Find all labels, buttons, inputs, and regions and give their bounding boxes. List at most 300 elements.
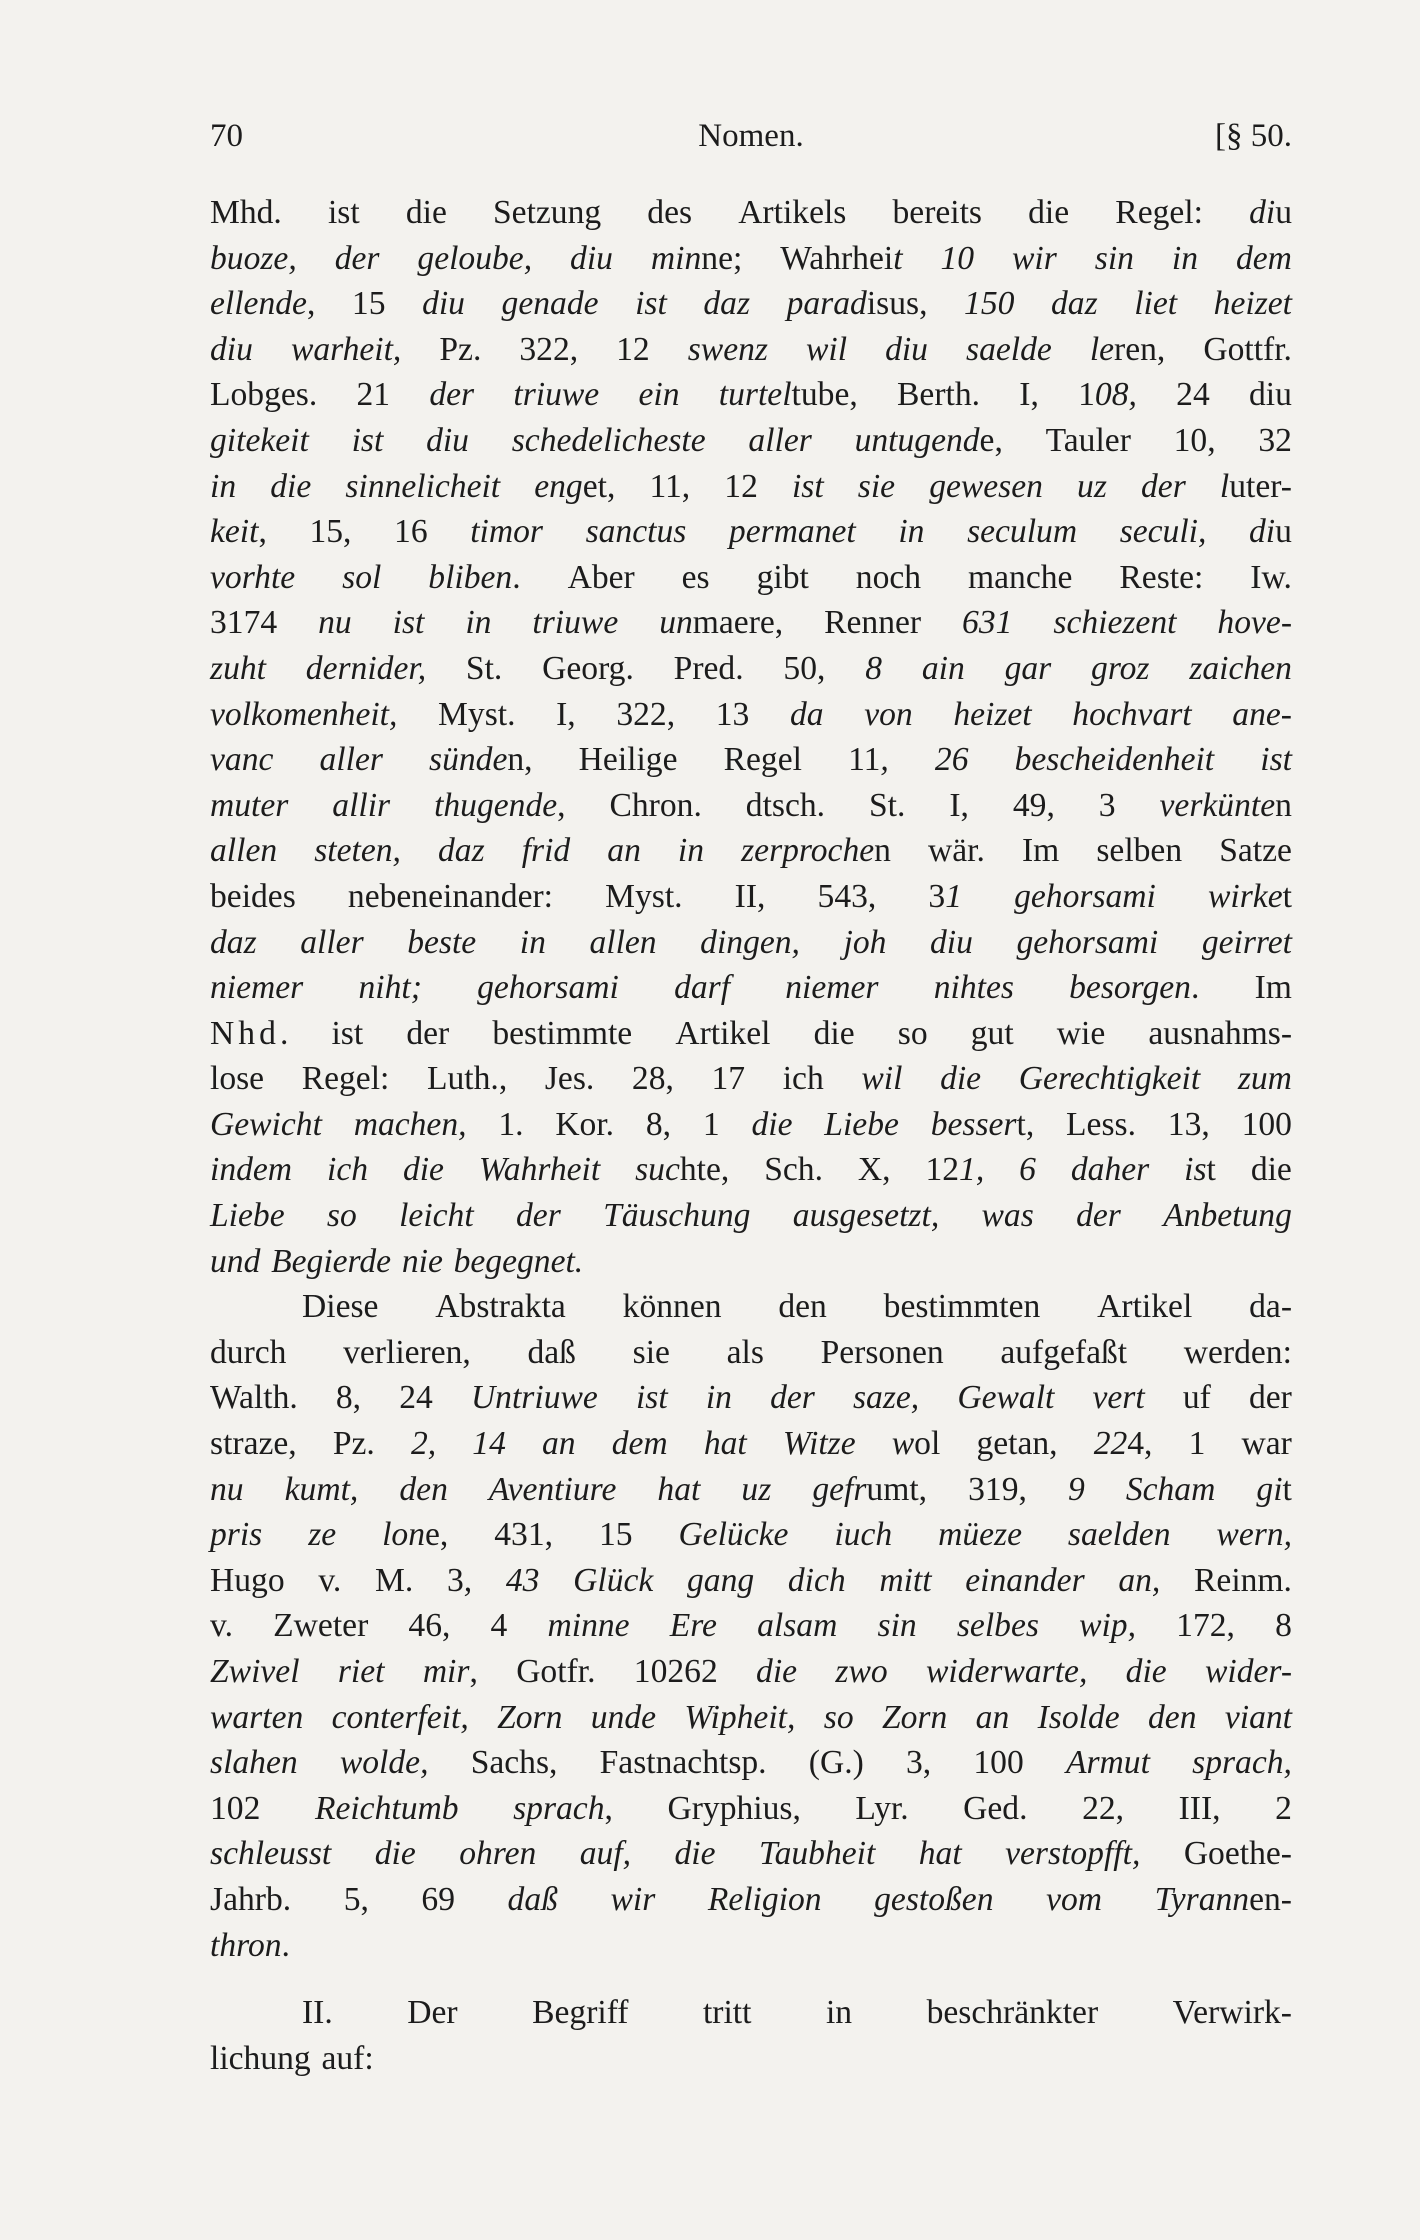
word: 46, <box>408 1607 451 1645</box>
word: 3 <box>1098 786 1116 824</box>
text-line <box>210 418 1292 464</box>
word: Myst. <box>438 695 516 733</box>
word: II, <box>734 877 766 915</box>
word: ist <box>791 467 824 505</box>
word: diu <box>1249 513 1292 551</box>
word: so <box>897 1014 928 1052</box>
word: sie <box>632 1333 670 1371</box>
word: in <box>1171 239 1199 277</box>
word: 3174 <box>210 604 278 642</box>
word: wil <box>861 1060 903 1098</box>
word: daz <box>210 923 257 961</box>
word: leren, <box>1089 330 1166 368</box>
word: II. <box>302 1994 333 2032</box>
word: auf, <box>579 1835 632 1873</box>
word: 8, <box>335 1379 362 1417</box>
word: sin <box>1094 239 1134 277</box>
word: diu <box>570 239 613 277</box>
word: 631 <box>962 604 1013 642</box>
word: Pz. <box>439 330 482 368</box>
word: zerprochen <box>741 832 891 870</box>
text-line <box>210 1740 1292 1786</box>
word: uz <box>1077 467 1107 505</box>
word: vanc <box>210 741 274 779</box>
word: ich <box>326 1151 369 1189</box>
word: III, <box>1178 1789 1221 1827</box>
text-line <box>210 555 1292 601</box>
word: 10, <box>1173 421 1216 459</box>
word: so <box>823 1698 854 1736</box>
word: dich <box>787 1561 846 1599</box>
word: 69 <box>421 1880 455 1918</box>
word: daß <box>507 1880 558 1918</box>
word: niemer <box>785 969 879 1007</box>
text-line <box>210 1512 1292 1558</box>
word: 543, <box>817 877 877 915</box>
word: hat <box>657 1470 701 1508</box>
text-line <box>210 1193 1292 1239</box>
word: die <box>813 1014 855 1052</box>
word: riet <box>337 1653 385 1690</box>
word: beschränkter <box>926 1994 1099 2032</box>
word: die <box>756 1653 798 1690</box>
word: Religion <box>707 1880 822 1918</box>
word: leicht <box>399 1197 474 1235</box>
word: ein <box>638 376 680 414</box>
word: Liebe <box>824 1105 899 1143</box>
word: 8 <box>1275 1607 1292 1645</box>
word: Reste: <box>1119 558 1204 596</box>
word: der <box>1076 1197 1121 1235</box>
word: die <box>940 1060 982 1098</box>
word: sol <box>342 558 382 596</box>
word: untugende, <box>854 421 1003 459</box>
word: nie <box>401 1242 443 1280</box>
text-line <box>210 1147 1292 1193</box>
word: sanctus <box>585 513 687 551</box>
word: conterfeit, <box>331 1698 469 1736</box>
word: tritt <box>702 1994 752 2032</box>
word: St. <box>869 786 906 824</box>
word: iuch <box>834 1516 893 1554</box>
text-line <box>210 372 1292 418</box>
word: ze <box>308 1516 337 1554</box>
word: thugende, <box>434 786 566 824</box>
word: Glück <box>573 1561 654 1599</box>
word: der <box>770 1379 815 1417</box>
word: indem <box>210 1151 293 1189</box>
word: 13, <box>1167 1105 1210 1143</box>
word: v. <box>318 1561 342 1599</box>
word: Ged. <box>963 1789 1028 1827</box>
word: 11, <box>649 467 691 505</box>
word: enget, <box>534 467 616 505</box>
word: joh <box>843 923 887 961</box>
word: Isolde <box>1037 1698 1120 1736</box>
word: Pred. <box>673 649 744 687</box>
word: sprach, <box>513 1789 613 1827</box>
word: 6 <box>1019 1151 1036 1189</box>
word: heizet <box>953 695 1032 733</box>
word: daz <box>703 285 751 323</box>
word: ich <box>782 1060 824 1098</box>
word: Kor. <box>555 1105 615 1143</box>
text-line <box>210 464 1292 510</box>
word: Witze <box>782 1425 856 1463</box>
word: diu <box>930 923 973 961</box>
word: daz <box>1050 285 1098 323</box>
word: 121, <box>925 1151 985 1189</box>
word: suchte, <box>635 1151 730 1189</box>
word: gitekeit <box>210 421 309 459</box>
word: 43 <box>505 1561 540 1599</box>
word: uz <box>741 1470 772 1508</box>
word: Tyrannen- <box>1154 1880 1292 1918</box>
word: ist <box>1260 741 1292 779</box>
word: M. <box>375 1561 414 1599</box>
word: sin <box>877 1607 917 1645</box>
word: nu <box>318 604 352 642</box>
word: Iw. <box>1250 558 1292 596</box>
word: groz <box>1091 649 1150 687</box>
word: paradisus, <box>786 285 928 323</box>
word: aller <box>300 923 364 961</box>
word: Sch. <box>764 1151 823 1189</box>
word: vom <box>1046 1880 1103 1918</box>
text-line <box>210 1102 1292 1148</box>
word: Goethe- <box>1183 1835 1292 1873</box>
word: vorhte <box>210 558 296 596</box>
word: Gottfr. <box>1203 330 1292 368</box>
word: 3, <box>446 1561 473 1599</box>
word: in <box>210 467 237 505</box>
word: daher <box>1070 1151 1150 1189</box>
word: daz <box>437 832 485 870</box>
word: aufgefaßt <box>1000 1333 1128 1371</box>
word: dernider, <box>305 649 427 687</box>
word: 12 <box>724 467 758 505</box>
word: hove- <box>1217 604 1292 642</box>
text-line <box>210 692 1292 738</box>
text-line <box>210 236 1292 282</box>
word: Abstrakta <box>435 1288 566 1326</box>
word: hat <box>918 1835 962 1873</box>
word: Lyr. <box>855 1789 909 1827</box>
word: gefrumt, <box>812 1470 928 1508</box>
word: Jahrb. <box>210 1880 292 1918</box>
word: sie <box>857 467 896 505</box>
word: 224, <box>1093 1425 1153 1463</box>
word: schedelicheste <box>511 421 706 459</box>
text-line <box>210 1375 1292 1421</box>
word: triuwe <box>513 376 600 414</box>
word: Im <box>1021 832 1060 870</box>
running-header <box>210 118 1292 164</box>
word: straze, <box>210 1425 297 1463</box>
word: diu <box>210 330 253 368</box>
body-text <box>210 190 1292 2081</box>
word: bliben. <box>428 558 521 596</box>
word: genade <box>501 285 599 323</box>
word: Täuschung <box>603 1197 751 1235</box>
word: permanet <box>728 513 856 551</box>
word: ausnahms- <box>1148 1014 1292 1052</box>
text-line <box>210 509 1292 555</box>
word: Untriuwe <box>470 1379 598 1417</box>
word: triuwe <box>532 604 619 642</box>
word: 50, <box>783 649 826 687</box>
word: 102 <box>210 1789 261 1827</box>
text-line <box>210 1990 1292 2036</box>
text-line <box>210 1284 1292 1330</box>
word: 100 <box>973 1744 1024 1782</box>
word: gang <box>687 1561 755 1599</box>
word: 17 <box>711 1060 746 1098</box>
word: 8, <box>645 1105 672 1143</box>
word: 10 <box>940 239 975 277</box>
word: gut <box>970 1014 1014 1052</box>
word: in <box>519 923 546 961</box>
word: 24 <box>1176 376 1210 414</box>
word: lone, <box>382 1516 449 1554</box>
word: (G.) <box>808 1744 864 1782</box>
word: allen <box>210 832 278 870</box>
word: werden: <box>1183 1333 1292 1371</box>
word: verstopfft, <box>1005 1835 1141 1873</box>
word: slahen <box>210 1744 298 1782</box>
word: pris <box>210 1516 263 1554</box>
word: in <box>898 513 925 551</box>
word: der <box>406 1014 450 1052</box>
word: muter <box>210 786 289 824</box>
word: Tauler <box>1045 421 1131 459</box>
word: 10262 <box>633 1653 718 1690</box>
word: wär. <box>928 832 985 870</box>
word: Gewalt <box>957 1379 1055 1417</box>
word: wider- <box>1205 1653 1292 1690</box>
word: ohren <box>459 1835 537 1873</box>
word: Liebe <box>210 1197 285 1235</box>
word: gibt <box>756 558 809 596</box>
word: was <box>981 1197 1034 1235</box>
word: wol <box>891 1425 941 1463</box>
word: wern, <box>1216 1516 1292 1554</box>
word: die <box>402 1151 444 1189</box>
word: Mhd. <box>210 194 282 231</box>
word: git <box>1256 1470 1292 1508</box>
word: Scham <box>1125 1470 1216 1508</box>
word: ausgesetzt, <box>792 1197 940 1235</box>
word: wirket <box>1208 877 1292 915</box>
word: durch <box>210 1333 287 1371</box>
word: des <box>647 194 693 231</box>
text-line <box>210 828 1292 874</box>
word: an, <box>1118 1561 1161 1599</box>
word: sprach, <box>1192 1744 1292 1782</box>
word: v. <box>210 1607 234 1645</box>
text-line <box>210 1467 1292 1513</box>
word: dem <box>611 1425 668 1463</box>
word: Aventiure <box>488 1470 617 1508</box>
word: der <box>1141 467 1186 505</box>
word: Jes. <box>544 1060 595 1098</box>
word: I, <box>949 786 969 824</box>
word: selbes <box>956 1607 1039 1645</box>
word: gehorsami <box>1016 923 1159 961</box>
word: seculi, <box>1119 513 1207 551</box>
word: 16 <box>394 513 428 551</box>
word: Reichtumb <box>314 1789 459 1827</box>
word: bestimmte <box>492 1014 633 1052</box>
word: Georg. <box>542 649 634 687</box>
word: selben <box>1096 832 1183 870</box>
word: gestoßen <box>874 1880 994 1918</box>
word: gehorsami <box>1014 877 1156 915</box>
word: ist <box>635 285 667 323</box>
word: die <box>751 1105 793 1143</box>
word: Hugo <box>210 1561 285 1599</box>
word: Renner <box>824 604 922 642</box>
text-line <box>210 1011 1292 1057</box>
word: schleusst <box>210 1835 332 1873</box>
word: zaichen <box>1189 649 1292 687</box>
word: den <box>1148 1698 1197 1736</box>
word: Myst. <box>605 877 683 915</box>
word: 431, <box>494 1516 554 1554</box>
word: saelde <box>966 330 1052 368</box>
word: viant <box>1224 1698 1292 1736</box>
word: Berth. <box>897 376 981 414</box>
word: 31 <box>928 877 962 915</box>
word: aller <box>748 421 812 459</box>
text-line <box>210 1877 1292 1923</box>
word: steten, <box>314 832 401 870</box>
word: 319, <box>968 1470 1027 1508</box>
word: die <box>374 1835 416 1873</box>
word: mitt <box>879 1561 932 1599</box>
word: noch <box>855 558 922 596</box>
word: Zwivel <box>210 1653 300 1690</box>
word: begegnet. <box>453 1242 584 1280</box>
word: Begriff <box>532 1994 629 2032</box>
word: ist <box>331 1014 364 1052</box>
word: ist <box>635 1379 668 1417</box>
text-line <box>210 783 1292 829</box>
word: I, <box>556 695 576 733</box>
word: Wahrheit <box>478 1151 601 1189</box>
text-line <box>210 1831 1292 1877</box>
word: ain <box>921 649 965 687</box>
word: niemer <box>210 969 304 1007</box>
text-line <box>210 1330 1292 1376</box>
running-title: Nomen. <box>698 118 804 154</box>
word: sünden, <box>429 741 533 779</box>
text-line <box>210 327 1292 373</box>
word: Gryphius, <box>667 1789 801 1827</box>
word: ane- <box>1232 695 1292 733</box>
section-marker: [§ 50. <box>1215 118 1292 154</box>
word: zwo <box>835 1653 888 1690</box>
word: 322, <box>519 330 579 368</box>
word: den <box>778 1288 827 1326</box>
word: niht; <box>358 969 422 1007</box>
word: sinnelicheit <box>345 467 501 505</box>
word: diu <box>1249 376 1292 414</box>
word: lichung <box>210 2039 311 2077</box>
word: Artikel <box>1097 1288 1193 1326</box>
word: 2, <box>410 1425 437 1463</box>
word: 24 <box>399 1379 433 1417</box>
word: Begierde <box>271 1242 392 1280</box>
word: 11, <box>848 741 889 779</box>
word: Luth., <box>427 1060 508 1098</box>
word: verkünten <box>1159 786 1292 824</box>
word: aller <box>319 741 383 779</box>
word: so <box>326 1197 357 1235</box>
word: seculum <box>967 513 1078 551</box>
word: allir <box>332 786 391 824</box>
text-line <box>210 1603 1292 1649</box>
word: Sachs, <box>470 1744 558 1782</box>
word: diu <box>1249 194 1292 231</box>
word: Zorn <box>497 1698 563 1736</box>
word: an <box>975 1698 1010 1736</box>
word: kumt, <box>284 1470 359 1508</box>
word: 26 <box>934 741 969 779</box>
word: daß <box>527 1333 576 1371</box>
word: wir <box>610 1880 656 1918</box>
word: da <box>789 695 824 733</box>
word: 2 <box>1275 1789 1292 1827</box>
word: saelden <box>1067 1516 1171 1554</box>
word: bestimmten <box>883 1288 1041 1326</box>
word: beides <box>210 877 296 915</box>
word: Artikels <box>738 194 847 231</box>
word: es <box>681 558 710 596</box>
word: Walth. <box>210 1379 298 1417</box>
word: luter- <box>1219 467 1292 505</box>
word: machen, <box>353 1105 467 1143</box>
word: Gelücke <box>678 1516 789 1554</box>
text-line <box>210 2036 1292 2082</box>
word: allen <box>589 923 657 961</box>
word: 9 <box>1067 1470 1085 1508</box>
word: Less. <box>1066 1105 1136 1143</box>
text-line <box>210 281 1292 327</box>
word: wil <box>805 330 848 368</box>
word: Fastnachtsp. <box>599 1744 767 1782</box>
word: 150 <box>964 285 1015 323</box>
word: 5, <box>343 1880 369 1918</box>
word: minne; <box>650 239 743 277</box>
word: keit, <box>210 513 267 551</box>
word: als <box>726 1333 764 1371</box>
word: 8 <box>865 649 883 687</box>
word: Gerechtigkeit <box>1018 1060 1201 1098</box>
word: Gotfr. <box>516 1653 596 1690</box>
word: in <box>705 1379 732 1417</box>
word: 1. <box>498 1105 524 1143</box>
word: die <box>270 467 312 505</box>
word: Heilige <box>578 741 678 779</box>
word: nu <box>210 1470 244 1508</box>
word: Zweter <box>273 1607 369 1645</box>
word: der <box>516 1197 561 1235</box>
word: diu <box>426 421 469 459</box>
word: 21 <box>356 376 391 414</box>
word: in <box>677 832 705 870</box>
word: wolde, <box>339 1744 429 1782</box>
